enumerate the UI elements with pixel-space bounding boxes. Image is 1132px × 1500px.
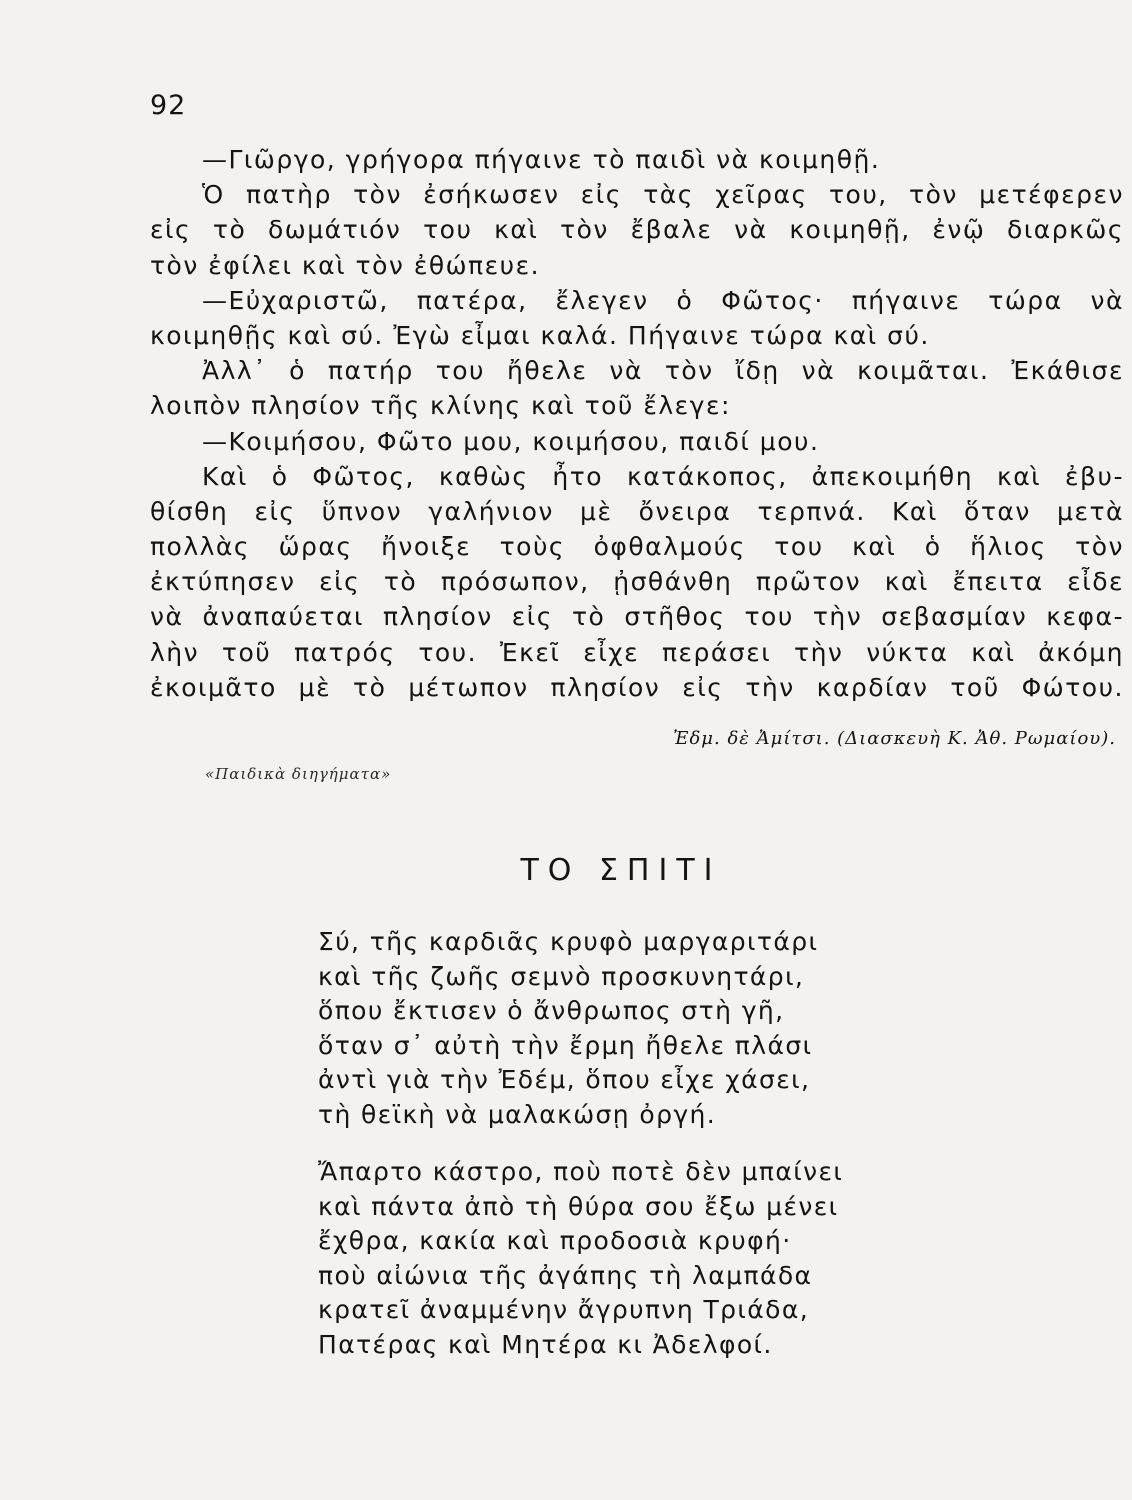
poem-verse: Ἄπαρτο κάστρο, ποὺ ποτὲ δὲν μπαίνει <box>318 1157 844 1186</box>
poem-verse: κρατεῖ ἀναμμένην ἄγρυπνη Τριάδα, <box>318 1295 810 1324</box>
poem-stanza-1 <box>318 925 928 1132</box>
prose-line: εἰς τὸ δωμάτιόν του καὶ τὸν ἔβαλε νὰ κοιμηθῇ, ἐνῷ διαρκῶς <box>150 215 1124 245</box>
prose-line: τὸν ἐφίλει καὶ τὸν ἐθώπευε. <box>150 250 541 280</box>
prose-line: νὰ ἀναπαύεται πλησίον εἰς τὸ στῆθος του τὴν σεβασμίαν κεφα- <box>150 602 1124 632</box>
prose-line: Καὶ ὁ Φῶτος, καθὼς ἦτο κατάκοπος, ἀπεκοιμήθη καὶ ἐβυ- <box>202 461 1124 491</box>
poem-verse: καὶ τῆς ζωῆς σεμνὸ προσκυνητάρι, <box>318 961 805 991</box>
page-number: 92 <box>150 90 187 121</box>
poem-verse: Σύ, τῆς καρδιᾶς κρυφὸ μαργαριτάρι <box>318 927 819 956</box>
poem-verse: ὅταν σ᾽ αὐτὴ τὴν ἔρμη ἤθελε πλάσι <box>318 1030 813 1060</box>
prose-line: κοιμηθῇς καὶ σύ. Ἐγὼ εἶμαι καλά. Πήγαινε τώρα καὶ σύ. <box>150 320 930 350</box>
poem-verse: ποὺ αἰώνια τῆς ἀγάπης τὴ λαμπάδα <box>318 1260 813 1290</box>
prose-line: πολλὰς ὥρας ἤνοιξε τοὺς ὀφθαλμούς του καὶ ὁ ἥλιος τὸν <box>150 532 1124 562</box>
poem-stanza-2 <box>318 1155 928 1362</box>
prose-line: Ὁ πατὴρ τὸν ἐσήκωσεν εἰς τὰς χεῖρας του, τὸν μετέφερεν <box>202 180 1124 210</box>
prose-line: —Εὐχαριστῶ, πατέρα, ἔλεγεν ὁ Φῶτος· πήγαινε τώρα νὰ <box>202 285 1124 315</box>
poem-verse: καὶ πάντα ἀπὸ τὴ θύρα σου ἔξω μένει <box>318 1191 839 1221</box>
prose-line: θίσθη εἰς ὕπνον γαλήνιον μὲ ὄνειρα τερπνά. Καὶ ὅταν μετὰ <box>150 496 1124 526</box>
prose-line: Ἀλλ᾽ ὁ πατήρ του ἤθελε νὰ τὸν ἴδῃ νὰ κοιμᾶται. Ἐκάθισε <box>202 356 1124 386</box>
prose-block <box>150 142 1124 705</box>
poem-verse: Πατέρας καὶ Μητέρα κι Ἀδελφοί. <box>318 1329 773 1359</box>
poem-verse: ὅπου ἔκτισεν ὁ ἄνθρωπος στὴ γῆ, <box>318 996 785 1025</box>
poem-verse: ἔχθρα, κακία καὶ προδοσιὰ κρυφή· <box>318 1226 792 1255</box>
prose-line: ἐκτύπησεν εἰς τὸ πρόσωπον, ᾐσθάνθη πρῶτον καὶ ἔπειτα εἶδε <box>150 567 1124 597</box>
story-source: «Παιδικὰ διηγήματα» <box>205 765 392 783</box>
story-attribution: Ἐδμ. δὲ Ἀμίτσι. (Διασκευὴ Κ. Ἀθ. Ρωμαίου). <box>673 728 1116 749</box>
prose-line: λὴν τοῦ πατρός του. Ἐκεῖ εἶχε περάσει τὴν νύκτα καὶ ἀκόμη <box>150 637 1124 667</box>
poem-title: ΤΟ ΣΠΙΤΙ <box>520 853 722 888</box>
prose-line: —Γιῶργο, γρήγορα πήγαινε τὸ παιδὶ νὰ κοιμηθῇ. <box>202 145 881 174</box>
prose-line: ἐκοιμᾶτο μὲ τὸ μέτωπον πλησίον εἰς τὴν καρδίαν τοῦ Φώτου. <box>150 672 1124 702</box>
prose-line: λοιπὸν πλησίον τῆς κλίνης καὶ τοῦ ἔλεγε: <box>150 391 731 421</box>
poem-verse: τὴ θεϊκὴ νὰ μαλακώσῃ ὀργή. <box>318 1099 717 1129</box>
poem-verse: ἀντὶ γιὰ τὴν Ἐδέμ, ὅπου εἶχε χάσει, <box>318 1065 811 1094</box>
prose-line: —Κοιμήσου, Φῶτο μου, κοιμήσου, παιδί μου. <box>202 426 820 456</box>
